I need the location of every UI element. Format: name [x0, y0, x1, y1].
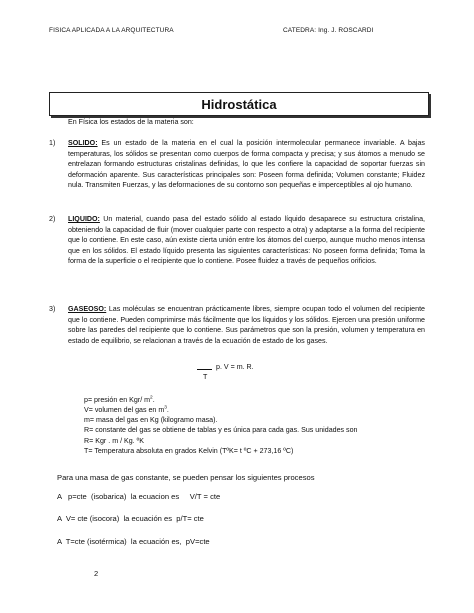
process-isochoric: A V= cte (isocora) la ecuación es p/T= cte: [57, 514, 204, 523]
liquid-text: Un material, cuando pasa del estado sólido al estado líquido desaparece su estructura cristalina, obteniendo la capacidad de fluir (mover cualquier parte con respecto a otra) y adaptarse a la forma del recipiente que lo contiene. En este caso, aún existe cierta unión entre los átomos del cuerpo, aunque mucho menos intensa que en los sólidos. El estado líquido presenta las siguientes características: No poseen forma definida; Toma la forma de la superficie o el recipiente que lo contiene. Posee fluidez a través de pequeños orificios.: [68, 215, 425, 266]
gas-term: GASEOSO:: [68, 305, 107, 313]
def-pressure: p= presión en Kgr/ $m^2$.: [84, 395, 155, 404]
fraction-bar: [197, 369, 212, 370]
item-number-1: 1): [49, 139, 56, 147]
liquid-term: LIQUIDO:: [68, 215, 100, 223]
item-number-3: 3): [49, 305, 56, 313]
def-volume: V= volumen del gas en $m^3$.: [84, 405, 169, 414]
gas-paragraph: [68, 304, 425, 346]
process-isobaric: A p=cte (isobarica) la ecuacion es V/T = cte: [57, 492, 221, 501]
item-number-2: 2): [49, 215, 56, 223]
solid-text: Es un estado de la materia en el cual la posición intermolecular permanece invariable. A bajas temperaturas, los sólidos se presentan como cuerpos de forma compacta y precisa; y sus átomos a menudo se entrelazan formando estructuras cristalinas definidas, lo que les confiere la capacidad de soportar fuerzas sin deformación aparente. Sus características principales son: Poseen forma definida; Volumen constante; Fluidez nula. Transmiten Fuerzas, y las deformaciones de su contorno son pequeñas e imperceptibles al ojo humano.: [68, 139, 425, 190]
solid-paragraph: [68, 138, 425, 191]
solid-term: SOLIDO:: [68, 139, 98, 147]
process-isothermal: A T=cte (isotérmica) la ecuación es, pV=cte: [57, 537, 210, 546]
page-title: Hidrostática: [201, 96, 277, 112]
def-constant: R= constante del gas se obtiene de tablas y es única para cada gas. Sus unidades son: [84, 426, 358, 434]
formula-numerator: p. V = m. R.: [216, 363, 254, 371]
course-header: FISICA APLICADA A LA ARQUITECTURA: [49, 27, 174, 34]
def-temperature: T= Temperatura absoluta en grados Kelvin (TºK= t ºC + 273,16 ºC): [84, 447, 294, 455]
gas-text: Las moléculas se encuentran prácticamente libres, siempre ocupan todo el volumen del recipiente que lo contiene. Pueden comprimirse más fácilmente que los líquidos y los sólidos. Ejercen una presión uniforme sobre las paredes del recipiente que lo contiene. Sus parámetros que son la presión, volumen y temperatura en estado de equilibrio, se relacionan a través de la ecuación de estado de los gases.: [68, 305, 425, 345]
liquid-paragraph: [68, 214, 425, 267]
def-constant-units: R= Kgr . m / Kg. ºK: [84, 437, 144, 445]
def-mass: m= masa del gas en Kg (kilogramo masa).: [84, 416, 218, 424]
intro-text: En Física los estados de la materia son:: [68, 118, 194, 126]
processes-intro: Para una masa de gas constante, se pueden pensar los siguientes procesos: [57, 473, 315, 482]
formula-denominator: T: [203, 373, 208, 381]
title-box: [49, 92, 429, 116]
chair-header: CATEDRA: Ing. J. ROSCARDI: [283, 27, 374, 34]
page-number: 2: [94, 569, 99, 578]
